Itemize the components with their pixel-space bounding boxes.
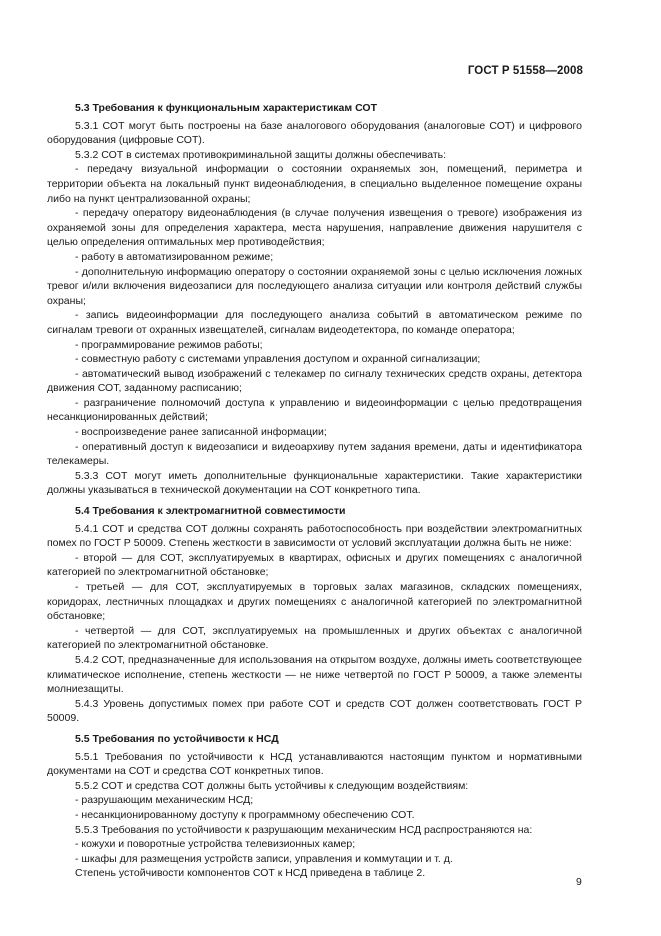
paragraph-5-3-3: 5.3.3 СОТ могут иметь дополнительные функциональные характеристики. Такие характеристики должны указываться в технической документации на СОТ конкретного типа. <box>47 469 582 497</box>
section-heading-5-3: 5.3 Требования к функциональным характеристикам СОТ <box>75 102 377 114</box>
section-heading-5-4: 5.4 Требования к электромагнитной совместимости <box>75 505 346 518</box>
list-item: - работу в автоматизированном режиме; <box>75 250 274 263</box>
list-item: - разрушающим механическим НСД; <box>75 794 254 807</box>
list-item: - кожухи и поворотные устройства телевизионных камер; <box>75 838 356 851</box>
paragraph-5-4-3: 5.4.3 Уровень допустимых помех при работе СОТ и средств СОТ должен соответствовать ГОСТ Р 50009. <box>47 697 582 725</box>
list-item: - совместную работу с системами управления доступом и охранной сигнализации; <box>75 353 481 366</box>
paragraph-5-4-2: 5.4.2 СОТ, предназначенные для использования на открытом воздухе, должны иметь соответствующее климатическое исполнение, степень жесткости — не ниже четвертой по ГОСТ Р 50009, а также элементы молниезащиты. <box>47 653 582 696</box>
section-heading-5-5: 5.5 Требования по устойчивости к НСД <box>75 732 279 745</box>
list-item: - оперативный доступ к видеозаписи и видеоархиву путем задания времени, даты и идентификатора телекамеры. <box>47 440 582 468</box>
list-item: - передачу визуальной информации о состоянии охраняемых зон, помещений, периметра и территории объекта на локальный пункт видеонаблюдения, в специально выделенное помещение охраны либо на пункт централизованной охраны; <box>47 163 582 205</box>
list-item: - запись видеоинформации для последующего анализа событий в автоматическом режиме по сигналам тревоги от охранных извещателей, сигналам видеодетектора, по команде оператора; <box>47 309 582 336</box>
document-header: ГОСТ Р 51558—2008 <box>467 65 583 77</box>
list-item: - третьей — для СОТ, эксплуатируемых в торговых залах магазинов, складских помещениях, коридорах, лестничных площадках и других помещениях с аналогичной категорией по электромагнитной обстановке; <box>47 581 582 623</box>
paragraph-5-5-2: 5.5.2 СОТ и средства СОТ должны быть устойчивы к следующим воздействиям: <box>75 779 469 792</box>
paragraph-5-5-1: 5.5.1 Требования по устойчивости к НСД устанавливаются настоящим пунктом и нормативными документами на СОТ и средства СОТ конкретных типов. <box>47 750 582 778</box>
document-body <box>47 95 582 881</box>
list-item: - дополнительную информацию оператору о состоянии охраняемой зоны с целью исключения ложных тревог и/или включения видеозаписи для последующего анализа ситуации или контроля действий службы охраны; <box>47 265 582 307</box>
page-number: 9 <box>576 876 582 888</box>
list-item: - шкафы для размещения устройств записи, управления и коммутации и т. д. <box>75 852 453 865</box>
list-item: - второй — для СОТ, эксплуатируемых в квартирах, офисных и других помещениях с аналогичной категорией по электромагнитной обстановке; <box>47 551 582 579</box>
paragraph-5-5-3: 5.5.3 Требования по устойчивости к разрушающим механическим НСД распространяются на: <box>75 823 533 836</box>
paragraph-5-3-1: 5.3.1 СОТ могут быть построены на базе аналогового оборудования (аналоговые СОТ) и цифрового оборудования (цифровые СОТ). <box>47 119 582 147</box>
list-item: - разграничение полномочий доступа к управлению и видеоинформации с целью предотвращения несанкционированных действий; <box>47 396 582 424</box>
list-item: - четвертой — для СОТ, эксплуатируемых на промышленных и других объектах с аналогичной категорией по электромагнитной обстановке. <box>47 624 582 652</box>
list-item: - несанкционированному доступу к программному обеспечению СОТ. <box>75 808 415 821</box>
paragraph-5-4-1: 5.4.1 СОТ и средства СОТ должны сохранять работоспособность при воздействии электромагнитных помех по ГОСТ Р 50009. Степень жесткости в зависимости от условий эксплуатации должна быть не ниже: <box>47 522 582 550</box>
paragraph-5-5-table-ref: Степень устойчивости компонентов СОТ к НСД приведена в таблице 2. <box>75 867 426 880</box>
list-item: - программирование режимов работы; <box>75 338 263 351</box>
paragraph-5-3-2: 5.3.2 СОТ в системах противокриминальной защиты должны обеспечивать: <box>75 148 447 161</box>
list-item: - передачу оператору видеонаблюдения (в случае получения извещения о тревоге) изображения из охраняемой зоны для определения характера, места нарушения, направление движения нарушителя с целью определения оптимальных мер противодействия; <box>47 207 582 249</box>
list-item: - воспроизведение ранее записанной информации; <box>75 426 327 439</box>
list-item: - автоматический вывод изображений с телекамер по сигналу технических средств охраны, детектора движения СОТ, заданному расписанию; <box>47 367 582 395</box>
